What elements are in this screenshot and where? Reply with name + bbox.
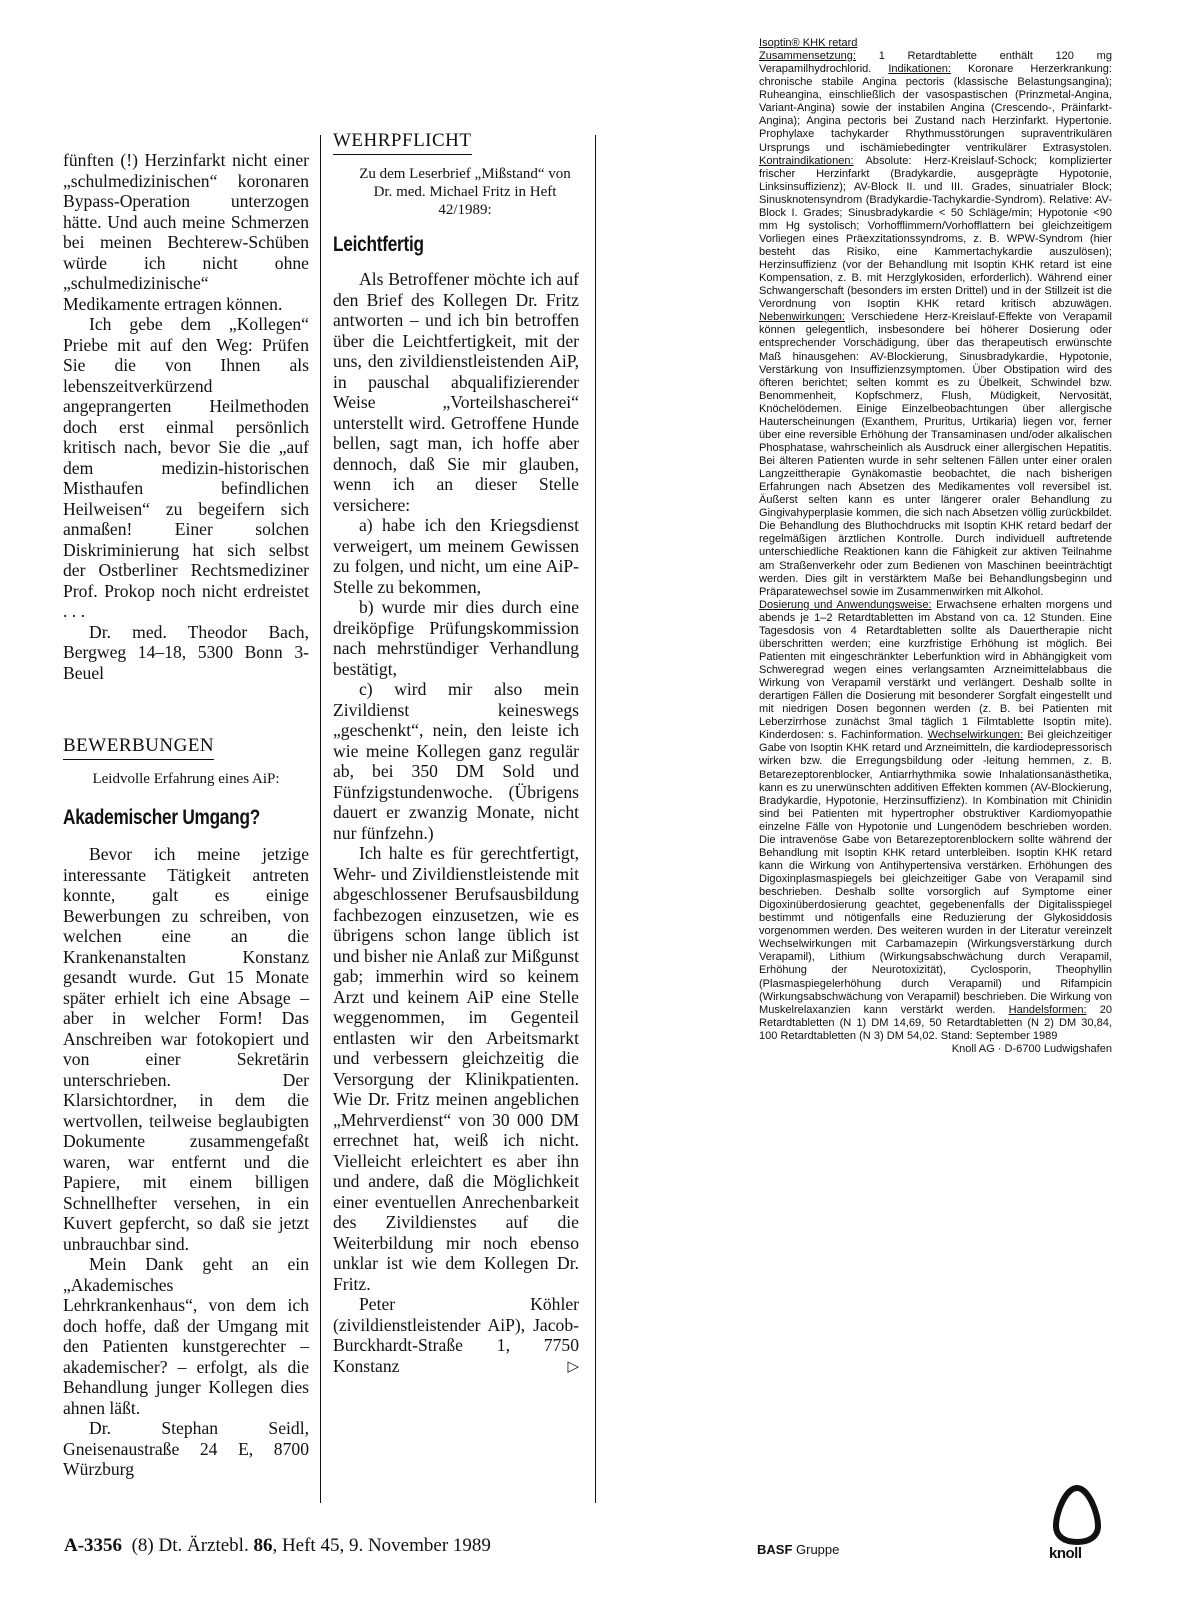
basf-group-logo: BASF Gruppe xyxy=(757,1542,840,1557)
letter-list-item: a) habe ich den Kriegsdienst verweigert, um meinem Gewissen zu folgen, und nicht, um eine AiP-Stelle zu bekommen, xyxy=(333,515,579,597)
label-zusammensetzung: Zusammensetzung: xyxy=(759,50,857,63)
text-nebenwirkungen: Verschiedene Herz-Kreislauf-Effekte von Verapamil können gelegentlich, insbesondere bei höherer Dosierung oder entsprechender Vorschädigung, über das therapeutisch erwünschte Maß hinausgehen: AV-Blockierung, Sinusbradykardie, Hypotonie, Verstärkung von Insuffizienzsymptomen. Über Obstipation wird des öfteren berichtet; selten kommt es zu Übelkeit, Schwindel bzw. Benommenheit, Kopfschmerz, Flush, Müdigkeit, Nervosität, Knöchelödemen. Einige Einzelbeobachtungen über allergische Hauterscheinungen (Exanthem, Pruritus, Urtikaria) liegen vor, ferner über eine reversible Erhöhung der Transaminasen und/oder alkalischen Phosphatase, wahrscheinlich als Ausdruck einer allergischen Hepatitis. Bei älteren Patienten wurde in sehr seltenen Fällen unter einer oralen Langzeittherapie Gynäkomastie beobachtet, die nach bisherigen Erfahrungen nach Absetzen des Medikamentes voll reversibel ist. Äußerst selten kann es unter längerer oraler Behandlung zu Gingivahyperplasie kommen, die sich nach Absetzen völlig zurückbildet. Die Behandlung des Bluthochdrucks mit Isoptin KHK retard bedarf der regelmäßigen ärztlichen Kontrolle. Durch individuell auftretende unterschiedliche Reaktionen kann die Fähigkeit zur aktiven Teilnahme am Straßenverkehr oder zum Bedienen von Maschinen beeinträchtigt werden. Dies gilt in verstärktem Maße bei Behandlungsbeginn und Präparatewechsel sowie im Zusammenwirken mit Alkohol. xyxy=(759,311,1112,598)
page-footer xyxy=(64,1535,491,1557)
section-label-wehrpflicht: WEHRPFLICHT xyxy=(333,131,472,155)
column-divider xyxy=(320,135,321,1503)
letter-paragraph: Ich halte es für gerechtfertigt, Wehr- und Zivildienstleistende mit abgeschlossener Berufsausbildung fachbezogen einzusetzen, wie es übrigens schon lange üblich ist und bisher nie Anlaß zur Mißgunst gab; immerhin wird so keinem Arzt und keinem AiP eine Stelle weggenommen, im Gegenteil entlasten wir den Arbeitsmarkt und verbessern gleichzeitig die Versorgung der Klinikpatienten. Wie Dr. Fritz meinen angeblichen „Mehrverdienst“ von 30 000 DM errechnet hat, weiß ich nicht. Vielleicht erleichtert es aber ihn und andere, daß die Möglichkeit einer eventuellen Anrechenbarkeit des Zivildienstes auf die Weiterbildung mir noch ebenso unklar ist wie dem Kollegen Dr. Fritz. xyxy=(333,843,579,1294)
text-dosierung: Erwachsene erhalten morgens und abends je 1–2 Retardtabletten im Abstand von ca. 12 Stunden. Eine Tagesdosis von 4 Retardtabletten sollte als Dauertherapie nicht überschritten werden; eine kurzfristige Erhöhung ist möglich. Bei Patienten mit eingeschränkter Leberfunktion wird in Abhängigkeit vom Schweregrad wegen eines verlangsamten Arzneimittelabbaus die Wirkung von Verapamil verstärkt und verlängert. Deshalb sollte in derartigen Fällen die Dosierung mit besonderer Sorgfalt eingestellt und mit niedrigen Dosen begonnen werden (z. B. bei Patienten mit Leberzirrhose zunächst 3mal täglich 1 Filmtablette Isoptin mite). Kinderdosen: s. Fachinformation. xyxy=(759,598,1112,742)
label-dosierung: Dosierung und Anwendungsweise: xyxy=(759,598,932,611)
volume-number: 86 xyxy=(253,1535,273,1556)
letter-list-item: b) wurde mir dies durch eine dreiköpfige Prüfungskommission nach mehrstündiger Verhandlung bestätigt, xyxy=(333,597,579,679)
letter-paragraph: Mein Dank geht an ein „Akademisches Lehrkrankenhaus“, von dem ich doch hoffe, daß der Umgang mit den Patienten kunstgerechter – akademischer? – erfolgt, als die Behandlung junger Kollegen dies ahnen läßt. xyxy=(63,1254,309,1418)
citation-suffix: , Heft 45, 9. November 1989 xyxy=(272,1535,491,1556)
column-divider xyxy=(595,135,596,1503)
text-handelsformen: 20 Retardtabletten (N 1) DM 14,69, 50 Retardtabletten (N 2) DM 30,84, 100 Retardtabletten (N 3) DM 54,02. Stand: September 1989 xyxy=(759,1003,1113,1042)
text-zusammensetzung: 1 Retardtablette enthält 120 mg Verapamilhydrochlorid. xyxy=(759,50,1112,76)
letter-continuation-paragraph: fünften (!) Herzinfarkt nicht einer „schulmedizinischen“ koronaren Bypass-Operation unterzogen hätte. Und auch meine Schmerzen bei meinen Bechterew-Schüben würde ich nicht ohne „schulmedizinische“ Medikamente ertragen können. xyxy=(63,150,309,314)
letter-signature xyxy=(333,1294,579,1376)
letter-paragraph: Ich gebe dem „Kollegen“ Priebe mit auf den Weg: Prüfen Sie die von Ihnen als lebenszeitverkürzend angeprangerten Heilmethoden doch erst einmal persönlich kritisch nach, bevor Sie die „auf dem medizin-historischen Misthaufen befindlichen Heilweisen“ zu begeifern sich anmaßen! Einer solchen Diskriminierung hat sich selbst der Ostberliner Rechtsmediziner Prof. Prokop noch nicht erdreistet . . . xyxy=(63,314,309,621)
label-indikationen: Indikationen: xyxy=(888,63,951,76)
letter-list-item: c) wird mir also mein Zivildienst keineswegs „geschenkt“, nein, den leiste ich wie meine Kollegen ganz regulär ab, bei 350 DM Sold und Fünfzigstundenwoche. (Übrigens dauert er zwanzig Monate, nicht nur fünfzehn.) xyxy=(333,679,579,843)
article-column-2 xyxy=(333,130,579,1376)
label-handelsformen: Handelsformen: xyxy=(1008,1003,1087,1016)
text-wechselwirkungen: Bei gleichzeitiger Gabe von Isoptin KHK retard und Arzneimitteln, die kardiodepressorisch wirken bzw. die Erregungsbildung oder -leitung hemmen, z. B. Betarezeptorenblocker, Antiarrhythmika sowie Inhalationsanästhetika, kann es zu unerwünschten additiven Effekten kommen (AV-Blockierung, Bradykardie, Hypotonie, Herzinsuffizienz). In Kombination mit Chinidin sind bei Patienten mit hypertropher obstruktiver Kardiomyopathie einzelne Fälle von Hypotonie und Lungenödem beschrieben worden. Die intravenöse Gabe von Betarezeptorenblockern sollte während der Behandlung mit Isoptin KHK retard unterbleiben. Isoptin KHK retard kann die Wirkung von Antihypertensiva verstärken. Erhöhungen des Digoxinplasmaspiegels bei gleichzeitiger Gabe von Verapamil sind beschrieben. Deshalb sollte vorsorglich auf Symptome einer Digoxinüberdosierung geachtet, gegebenenfalls der Digitalisspiegel bestimmt und nötigenfalls eine Reduzierung der Glykosiddosis vorgenommen werden. Des weiteren wurden in der Literatur vereinzelt Wechselwirkungen mit Carbamazepin (Wirkungsverstärkung durch Verapamil), Lithium (Wirkungsabschwächung durch Verapamil, Erhöhung der Neurotoxizität), Cyclosporin, Theophyllin (Plasmaspiegelerhöhung durch Verapamil) und Rifampicin (Wirkungsabschwächung von Verapamil) beschrieben. Die Wirkung von Muskelrelaxanzien kann verstärkt werden. xyxy=(759,729,1112,1016)
text-indikationen: Koronare Herzerkrankung: chronische stabile Angina pectoris (klassische Belastungsangina); Ruheangina, einschließlich der vasospastischen (Prinzmetal-Angina, Variant-Angina) sowie der instabilen Angina (Crescendo-, Präinfarkt-Angina); Angina pectoris bei Zustand nach Herzinfarkt. Hypertonie. Prophylaxe tachykarder Rhythmusstörungen supraventrikulären Ursprungs und ischämiebedingter ventrikulärer Extrasystolen. xyxy=(759,63,1112,154)
letter-signature: Dr. med. Theodor Bach, Bergweg 14–18, 5300 Bonn 3-Beuel xyxy=(63,621,309,683)
citation-prefix: (8) Dt. Ärztebl. xyxy=(131,1535,254,1556)
product-name: Isoptin® KHK retard xyxy=(759,37,858,49)
letter-intro: Leidvolle Erfahrung eines AiP: xyxy=(92,770,280,787)
letter-headline: Akademischer Umgang? xyxy=(63,805,261,829)
letter-signature: Dr. Stephan Seidl, Gneisenaustraße 24 E, 8700 Würzburg xyxy=(63,1418,309,1479)
article-column-1 xyxy=(63,150,309,1480)
page-number: A-3356 xyxy=(64,1535,123,1556)
knoll-wordmark: knoll xyxy=(1049,1545,1082,1562)
continue-arrow-icon: ▷ xyxy=(567,1356,579,1375)
company-address: Knoll AG · D-6700 Ludwigshafen xyxy=(951,1042,1112,1055)
letter-paragraph: Bevor ich meine jetzige interessante Tätigkeit antreten konnte, galt es einige Bewerbungen zu schreiben, von welchen eine an die Krankenanstalten Konstanz gesandt wurde. Gut 15 Monate später erhielt ich eine Absage – aber in welcher Form! Das Anschreiben war fotokopiert und von einer Sekretärin unterschrieben. Der Klarsichtordner, in dem die wertvollen, teilweise beglaubigten Dokumente zusammengefaßt waren, war entfernt und die Papiere, mit einem billigen Schnellhefter versehen, in ein Kuvert gepfercht, so daß sie jetzt unbrauchbar sind. xyxy=(63,844,309,1254)
section-label-bewerbungen: BEWERBUNGEN xyxy=(63,736,214,760)
letter-paragraph: Als Betroffener möchte ich auf den Brief des Kollegen Dr. Fritz antworten – und ich bin betroffen über die Leichtfertigkeit, mit der uns, den zivildienstleistenden AiP, in pauschal abqualifizierender Weise „Vorteilshascherei“ unterstellt wird. Getroffene Hunde bellen, sagt man, ich hoffe aber dennoch, daß Sie mir glauben, wenn ich an dieser Stelle versichere: xyxy=(333,269,579,515)
letter-headline: Leichtfertig xyxy=(333,232,424,256)
label-kontraindikationen: Kontraindikationen: xyxy=(759,154,854,167)
letter-intro: Zu dem Leserbrief „Mißstand“ von Dr. med. Michael Fritz in Heft 42/1989: xyxy=(359,165,571,218)
text-kontraindikationen: Absolute: Herz-Kreislauf-Schock; komplizierter frischer Herzinfarkt (Bradykardie, ausgeprägte Hypotonie, Linksinsuffizienz); AV-Block II. und III. Grades, sinuatrialer Block; Sinusknotensyndrom (Bradykardie-Tachykardie-Syndrom). Relative: AV-Block I. Grades; Sinusbradykardie < 50 Schläge/min; Hypotonie <90 mm Hg systolisch; Vorhofflimmern/Vorhofflattern bei gleichzeitigem Vorliegen eines Präexzitationssyndroms, z. B. WPW-Syndrom (hier besteht das Risiko, eine Kammertachykardie auszulösen); Herzinsuffizienz (vor der Behandlung mit Isoptin KHK retard ist eine Kompensation, z. B. mit Herzglykosiden, erforderlich). Während einer Schwangerschaft (besonders im ersten Drittel) und in der Stillzeit ist die Verordnung von Isoptin KHK retard kritisch abzuwägen. xyxy=(759,154,1112,311)
label-nebenwirkungen: Nebenwirkungen: xyxy=(759,311,845,324)
isoptin-product-information xyxy=(759,37,1112,1056)
signature-text: Peter Köhler (zivildienstleistender AiP), Jacob-Burckhardt-Straße 1, 7750 Konstanz xyxy=(333,1294,579,1376)
label-wechselwirkungen: Wechselwirkungen: xyxy=(927,729,1024,742)
